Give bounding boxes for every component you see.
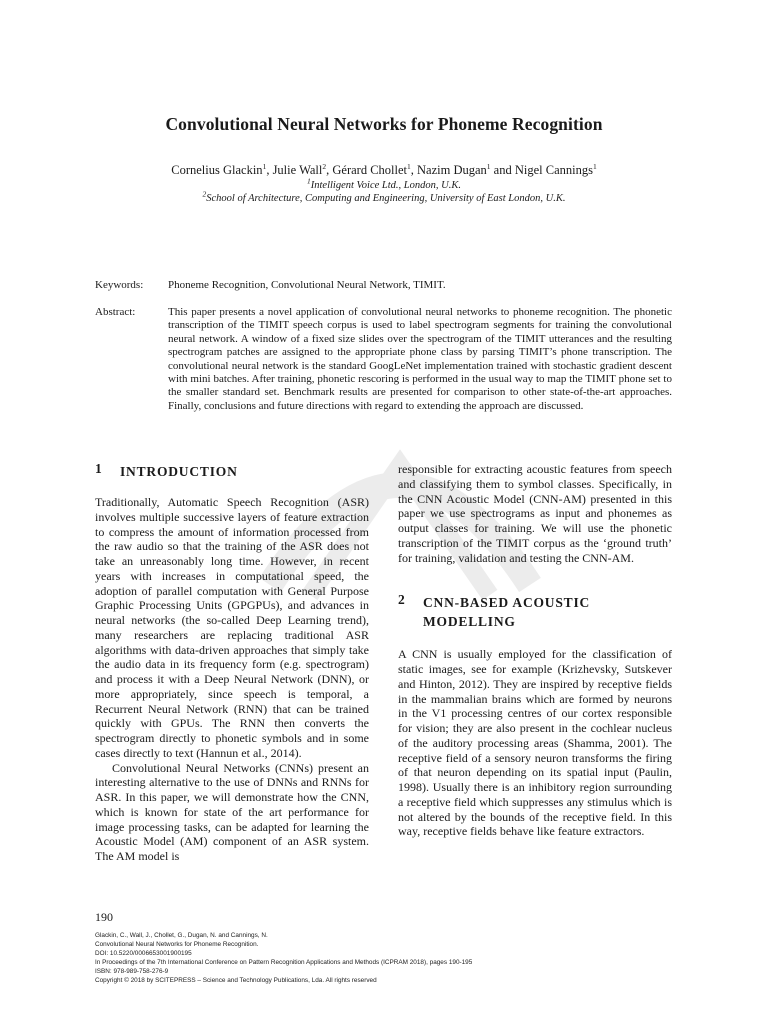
keywords-text: Phoneme Recognition, Convolutional Neural Network, TIMIT.	[168, 279, 446, 291]
abstract-label: Abstract:	[95, 306, 136, 318]
author-name: Julie Wall	[272, 163, 323, 177]
affil-marker: 1	[307, 176, 311, 186]
section-heading-cnn-acoustic	[398, 593, 672, 631]
paragraph: Traditionally, Automatic Speech Recognition (ASR) involves multiple successive layers of feature extraction to compress the amount of information processed from the raw audio so that the training of the ASR does not take an unreasonably long time. However, in recent years with increases in computational speed, the adoption of parallel computation with General Purpose Graphic Processing Units (GPGPUs), and advances in neural networks (the so-called Deep Learning trend), many researchers are replacing traditional ASR algorithms with data-driven approaches that simply take the audio data in its frequency form (e.g. spectrogram) and process it with a Deep Neural Network (DNN), or more appropriately, since speech is temporal, a Recurrent Neural Network (RNN) that can be trained quickly with GPUs. The RNN then converts the spectrogram directly to phonetic symbols and in some cases directly to text (Hannun et al., 2014).	[95, 495, 369, 760]
page-footer	[95, 910, 695, 985]
affiliation-1	[0, 176, 768, 191]
citation-line: DOI: 10.5220/0006653001900195	[95, 950, 192, 957]
abstract-text: This paper presents a novel application of convolutional neural networks to phoneme recognition. The phonetic transcription of the TIMIT speech corpus is used to label spectrogram segments for training the convolutional neural network. A window of a fixed size slides over the spectrogram of the TIMIT utterances and the resulting spectrogram patches are assigned to the appropriate phone class by parsing TIMIT’s phone transcription. The convolutional neural network is the standard GoogLeNet implementation trained with stochastic gradient descent with mini batches. After training, phonetic rescoring is performed in the usual way to map the TIMIT phone set to the smaller standard set. Benchmark results are presented for comparison to other state-of-the-art approaches. Finally, conclusions and future directions with regard to extending the approach are discussed.	[168, 306, 672, 412]
author-name: Nazim Dugan	[417, 163, 487, 177]
citation-line: Convolutional Neural Networks for Phoneme Recognition.	[95, 941, 259, 948]
section-number: 1	[95, 461, 103, 476]
citation-block	[95, 931, 695, 985]
left-column	[95, 462, 369, 864]
citation-line: ISBN: 978-989-758-276-9	[95, 968, 169, 975]
section-number: 2	[398, 592, 406, 608]
page-number: 190	[95, 910, 113, 924]
author-affil-marker: 1	[262, 161, 267, 171]
author-affil-marker: 1	[407, 161, 411, 171]
paragraph-continued: responsible for extracting acoustic features from speech and classifying them to symbol classes. Specifically, in the CNN Acoustic Model (CNN-AM) presented in this paper we use spectrograms as input and phonemes as output classes for training. We will use the phonetic transcription of the TIMIT corpus as the ‘ground truth’ for training, validation and testing the CNN-AM.	[398, 462, 672, 565]
affil-marker: 2	[202, 189, 207, 199]
affiliation-text: Intelligent Voice Ltd., London, U.K.	[310, 180, 461, 191]
citation-line: In Proceedings of the 7th International Conference on Pattern Recognition Applications and Methods (ICPRAM 2018), pages 190-195	[95, 959, 473, 966]
citation-line: Glackin, C., Wall, J., Chollet, G., Dugan, N. and Cannings, N.	[95, 932, 268, 939]
author-name: Cornelius Glackin	[171, 163, 263, 177]
author-name: Gérard Chollet	[332, 163, 408, 177]
author-affil-marker: 1	[486, 161, 491, 171]
section-title: CNN-BASED ACOUSTIC MODELLING	[423, 595, 591, 630]
section-heading-introduction	[95, 462, 369, 481]
author-list: Cornelius Glackin$^1$, Julie Wall$^2$, Gérard Chollet$^1$, Nazim Dugan$^1$ and Nigel Cannings$^1$	[171, 161, 597, 177]
author-name: Nigel Cannings	[514, 163, 593, 177]
citation-line: Copyright © 2018 by SCITEPRESS – Science and Technology Publications, Lda. All rights reserved	[95, 977, 377, 984]
author-affil-marker: 2	[322, 161, 327, 171]
section-title: INTRODUCTION	[120, 464, 238, 479]
author-affil-marker: 1	[592, 161, 597, 171]
paragraph: Convolutional Neural Networks (CNNs) present an interesting alternative to the use of DNNs and RNNs for ASR. In this paper, we will demonstrate how the CNN, which is known for state of the art performance for image processing tasks, can be adapted for learning the Acoustic Model (AM) component of an ASR system. The AM model is	[95, 760, 369, 863]
paper-title: Convolutional Neural Networks for Phoneme Recognition	[165, 114, 603, 134]
affiliation-2	[0, 189, 768, 204]
keywords-label: Keywords:	[95, 279, 144, 291]
paragraph: A CNN is usually employed for the classification of static images, see for example (Krizhevsky, Sutskever and Hinton, 2012). They are inspired by receptive fields in the mammalian brains which are formed by neurons in the V1 processing centres of our cortex responsible for vision; they are also present in the cochlear nucleus of the auditory processing areas (Shamma, 2001). The receptive field of a sensory neuron transforms the firing of that neuron depending on its spatial input (Paulin, 1998). Usually there is an inhibitory region surrounding a receptive field which suppresses any stimulus which is not altered by the bounds of the receptive field. In this way, receptive fields behave like feature extractors.	[398, 647, 672, 839]
affiliation-text: School of Architecture, Computing and Engineering, University of East London, U.K.	[206, 193, 566, 204]
right-column	[398, 462, 672, 839]
